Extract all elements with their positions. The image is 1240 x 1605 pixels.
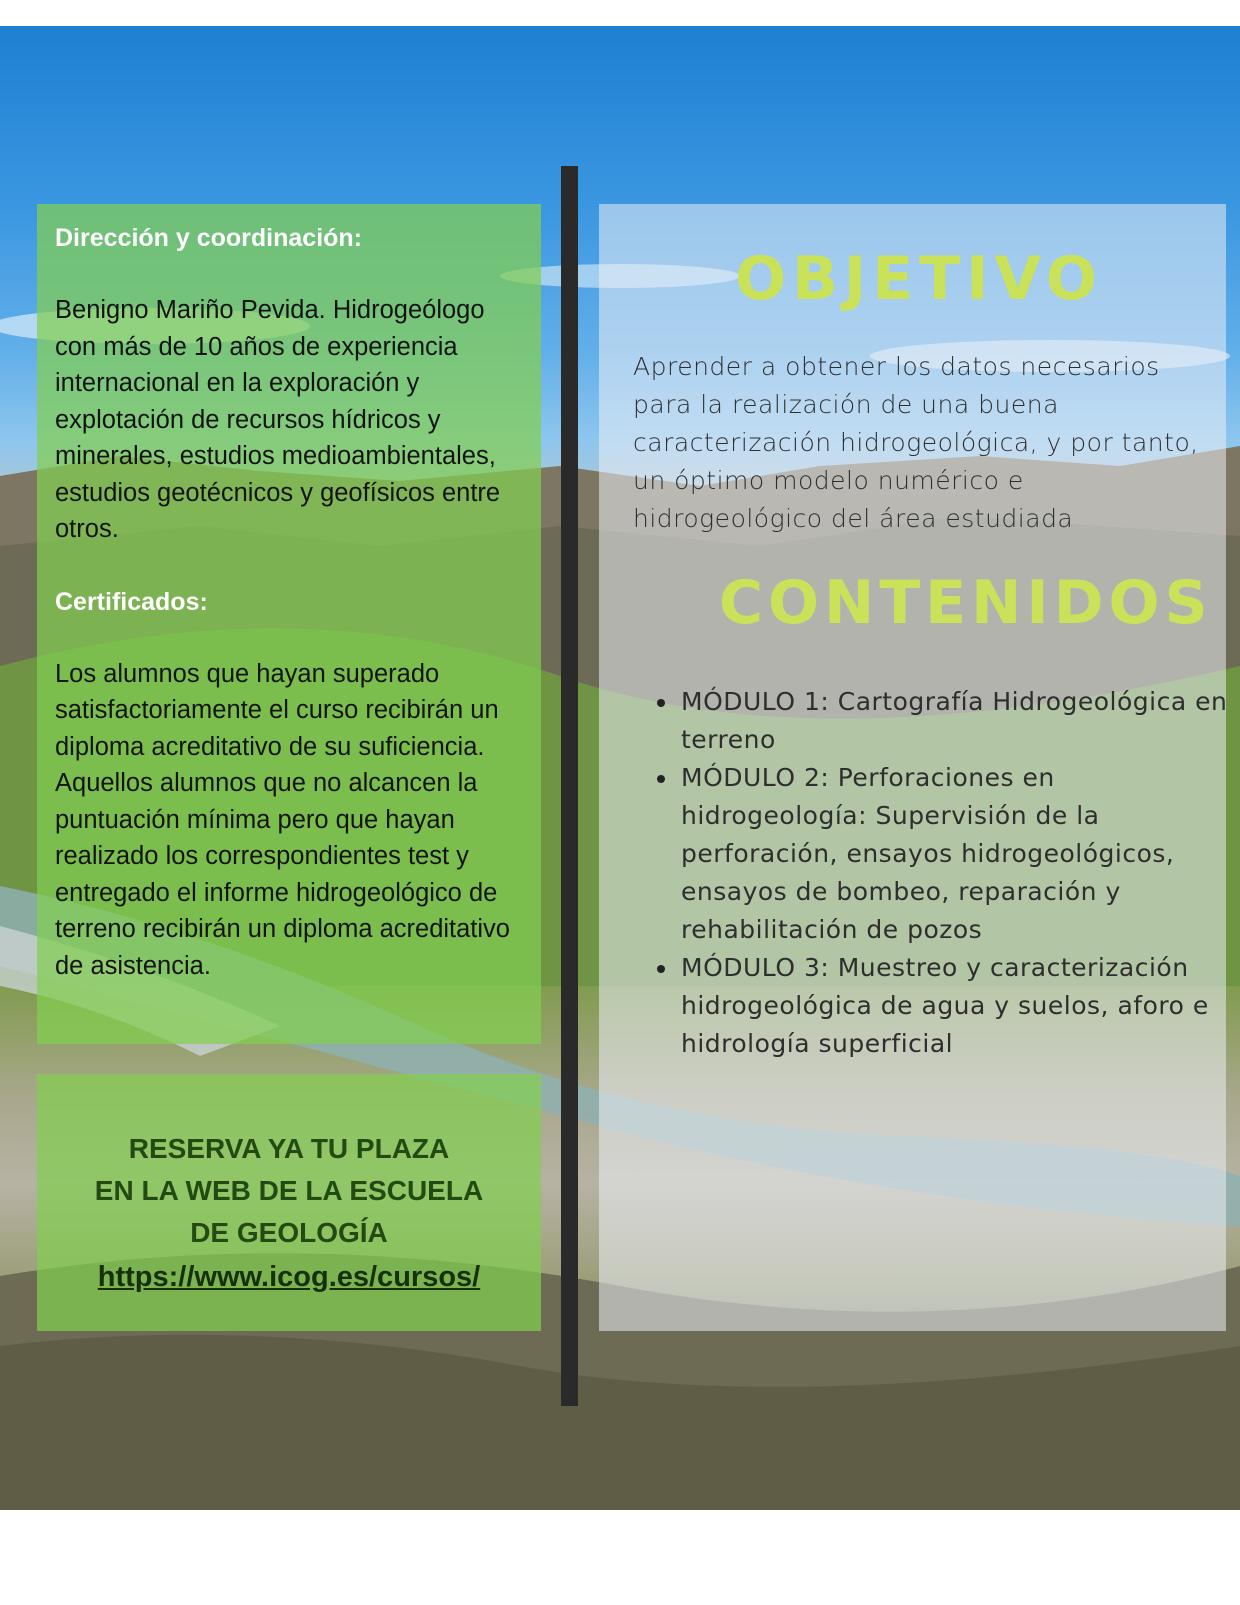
reserve-line-2: EN LA WEB DE LA ESCUELA	[94, 1175, 484, 1206]
modules-list	[649, 683, 1239, 1063]
content-panel	[599, 204, 1226, 1331]
module-item: • MÓDULO 1: Cartografía Hidrogeológica en terreno	[679, 683, 1239, 759]
objetivo-text: Aprender a obtener los datos necesarios para la realización de una buena caracterización hidrogeológica, y por tanto, un óptimo modelo numérico e hidrogeológico del área estudiada	[633, 352, 1199, 533]
module-item: • MÓDULO 2: Perforaciones en hidrogeología: Supervisión de la perforación, ensayos hidrogeológicos, ensayos de bombeo, reparación y rehabilitación de pozos	[679, 759, 1239, 949]
contenidos-title: CONTENIDOS	[719, 568, 1213, 638]
certificados-body: Los alumnos que hayan superado satisfactoriamente el curso recibirán un diploma acreditativo de su suficiencia. Aquellos alumnos que no alcancen la puntuación mínima pero que hayan realizado los correspondientes test y entregado el informe hidrogeológico de terreno recibirán un diploma acreditativo de asistencia.	[55, 659, 510, 980]
certificados-heading: Certificados:	[55, 587, 208, 616]
info-panel	[37, 204, 541, 1044]
module-item: • MÓDULO 3: Muestreo y caracterización hidrogeológica de agua y suelos, aforo e hidrología superficial	[679, 949, 1239, 1063]
vertical-divider	[561, 166, 578, 1406]
objetivo-title: OBJETIVO	[735, 244, 1103, 314]
reserve-line-1: RESERVA YA TU PLAZA	[128, 1133, 450, 1164]
direccion-body: Benigno Mariño Pevida. Hidrogeólogo con más de 10 años de experiencia internacional en la exploración y explotación de recursos hídricos y minerales, estudios medioambientales, estudios geotécnicos y geofísicos entre otros.	[55, 296, 501, 543]
reserve-line-3: DE GEOLOGÍA	[190, 1217, 388, 1248]
reserve-panel	[37, 1074, 541, 1331]
direccion-heading: Dirección y coordinación:	[55, 224, 363, 252]
courses-link[interactable]: https://www.icog.es/cursos/	[97, 1261, 481, 1293]
